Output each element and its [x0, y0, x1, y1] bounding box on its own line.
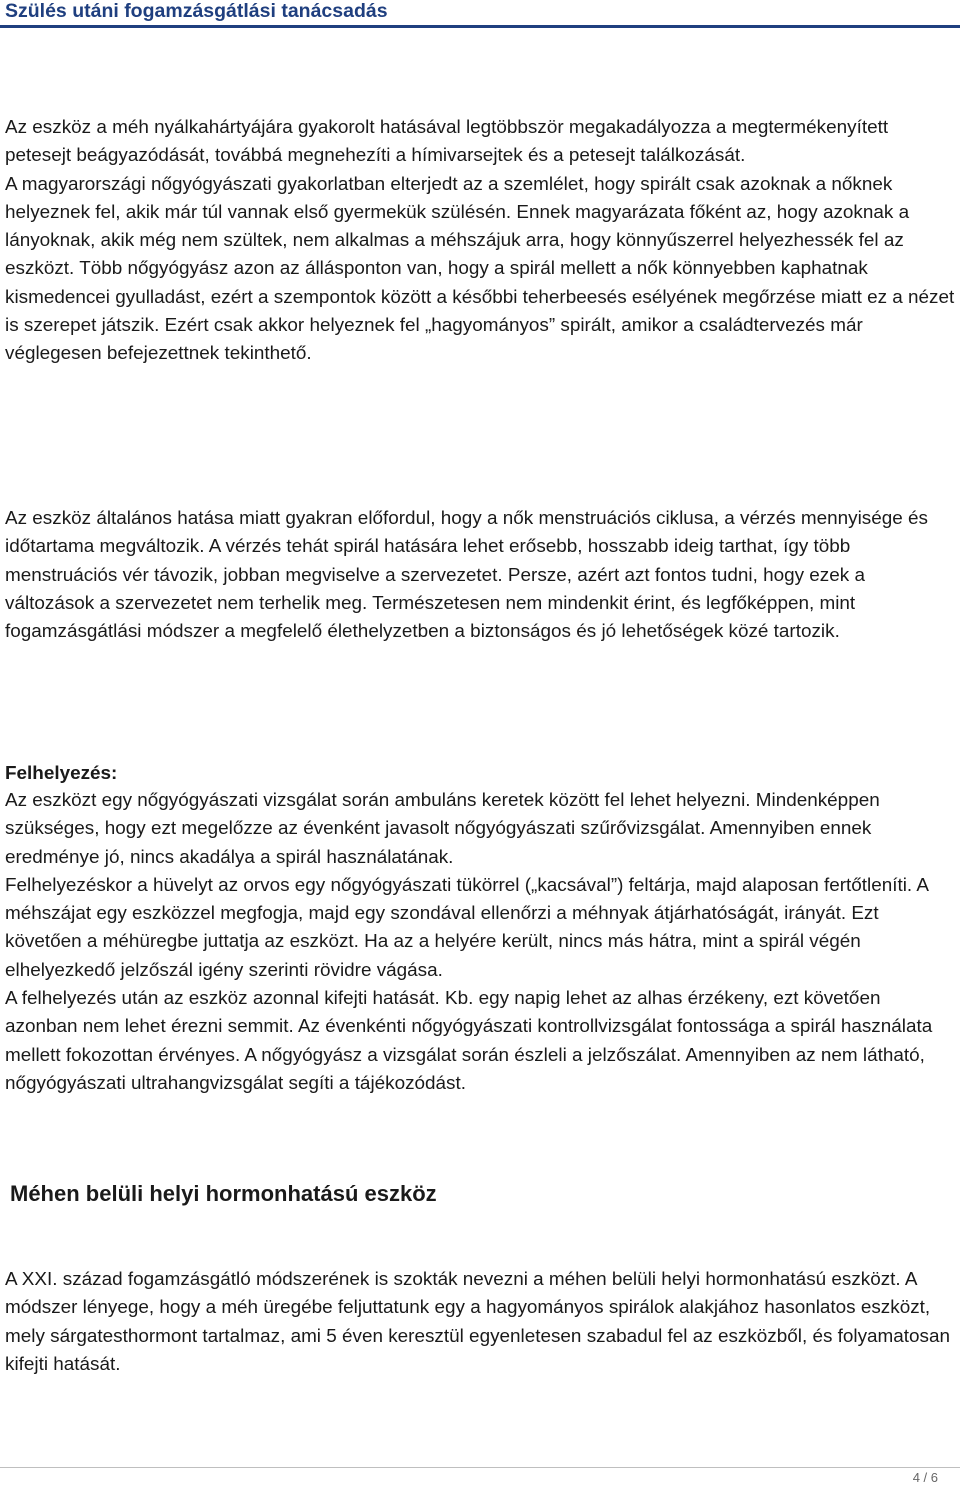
header-title: Szülés utáni fogamzásgátlási tanácsadás: [5, 0, 388, 22]
section-label-insertion: Felhelyezés:: [5, 763, 118, 784]
page-number: 4 / 6: [912, 1470, 938, 1485]
section-heading-hormonal-iud: Méhen belüli helyi hormonhatású eszköz: [10, 1181, 437, 1206]
paragraph-hormonal-iud: A XXI. század fogamzásgátló módszerének is szokták nevezni a méhen belüli helyi hormonhatású eszközt. A módszer lényege, hogy a méh üregébe feljuttatunk egy a hagyományos spirálok alakjához hasonlatos eszközt, mely sárgatesthormont tartalmaz, ami 5 éven keresztül egyenletesen szabadul fel az eszközből, és folyamatosan kifejti hatását.: [5, 1269, 951, 1375]
paragraph-general-effect: Az eszköz általános hatása miatt gyakran előfordul, hogy a nők menstruációs ciklusa, a vérzés mennyisége és időtartama megváltozik. A vérzés tehát spirál hatására lehet erősebb, hosszabb ideig tarthat, így több menstruációs vér távozik, jobban megviselve a szervezetet. Persze, azért azt fontos tudni, hogy ezek a változások a szervezetet nem terhelik meg. Természetesen nem mindenkit érint, és legfőképpen, mint fogamzásgátlási módszer a megfelelő élethelyzetben a biztonságos és jó lehetőségek közé tartozik.: [5, 508, 928, 643]
footer-rule: [0, 1467, 960, 1468]
header-rule: [0, 25, 960, 28]
paragraph-iud-effect: Az eszköz a méh nyálkahártyájára gyakorolt hatásával legtöbbször megakadályozza a megtermékenyített petesejt beágyazódását, továbbá megnehezíti a hímivarsejtek és a petesejt találkozását. A magyarországi nőgyógyászati gyakorlatban elterjedt az a szemlélet, hogy spirált csak azoknak a nőknek helyeznek fel, akik már túl vannak első gyermekük szülésén. Ennek magyarázata főként az, hogy azoknak a lányoknak, akik még nem szültek, nem alkalmas a méhszájuk arra, hogy könnyűszerrel helyezhessék fel az eszközt. Több nőgyógyász azon az állásponton van, hogy a spirál mellett a nők könnyebben kaphatnak kismedencei gyulladást, ezért a szempontok között a későbbi teherbeesés esélyének megőrzése miatt ez a nézet is szerepet játszik. Ezért csak akkor helyeznek fel „hagyományos” spirált, amikor a családtervezés már véglegesen befejezettnek tekinthető.: [5, 117, 955, 365]
page-header: [0, 0, 960, 29]
paragraph-insertion: Az eszközt egy nőgyógyászati vizsgálat során ambuláns keretek között fel lehet helyezni. Mindenképpen szükséges, hogy ezt megelőzze az évenként javasolt nőgyógyászati szűrővizsgálat. Amennyiben ennek eredménye jó, nincs akadálya a spirál használatának. Felhelyezéskor a hüvelyt az orvos egy nőgyógyászati tükörrel („kacsával”) feltárja, majd alaposan fertőtleníti. A méhszájat egy eszközzel megfogja, majd egy szondával ellenőrzi a méhnyak átjárhatóságát, irányát. Ezt követően a méhüregbe juttatja az eszközt. Ha az a helyére került, nincs más hátra, mint a spirál végén elhelyezkedő jelzőszál igény szerinti rövidre vágása. A felhelyezés után az eszköz azonnal kifejti hatását. Kb. egy napig lehet az alhas érzékeny, ezt követően azonban nem lehet érezni semmit. Az évenkénti nőgyógyászati kontrollvizsgálat fontossága a spirál használata mellett fokozottan érvényes. A nőgyógyász a vizsgálat során észleli a jelzőszálat. Amennyiben az nem látható, nőgyógyászati ultrahangvizsgálat segíti a tájékozódást.: [5, 790, 933, 1094]
